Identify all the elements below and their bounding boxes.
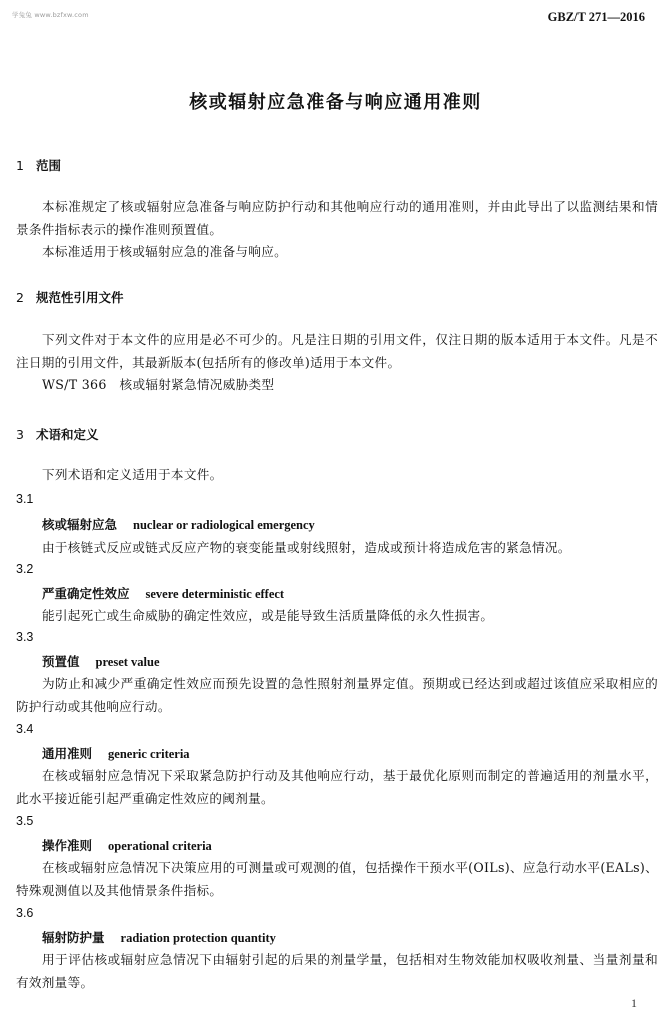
document-title: 核或辐射应急准备与响应通用准则 [189,92,482,113]
scope-paragraph-1: 本标准规定了核或辐射应急准备与响应防护行动和其他响应行动的通用准则，并由此导出了以监测结果和情景条件指标表示的操作准则预置值。 [16,199,658,237]
scope-paragraph-2: 本标准适用于核或辐射应急的准备与响应。 [42,244,287,259]
term-definition: 为防止和减少严重确定性效应而预先设置的急性照射剂量界定值。预期或已经达到或超过该值应采取相应的防护行动或其他响应行动。 [16,676,658,714]
section-title: 范围 [36,158,62,173]
standard-code: GBZ/T 271—2016 [547,10,645,24]
term-chinese: 通用准则 [42,746,93,761]
term-definition: 用于评估核或辐射应急情况下由辐射引起的后果的剂量学量，包括相对生物效能加权吸收剂量、当量剂量和有效剂量等。 [16,952,658,990]
term-heading [42,836,212,854]
term-number: 3.1 [16,492,34,506]
section-number: 3 [16,427,24,442]
term-heading [42,652,160,670]
term-english: nuclear or radiological emergency [133,518,315,532]
term-number: 3.6 [16,906,34,920]
term-number: 3.3 [16,630,34,644]
term-english: severe deterministic effect [145,587,285,601]
term-heading [42,515,315,533]
term-english: operational criteria [108,839,212,853]
term-chinese: 严重确定性效应 [42,586,130,601]
term-heading [42,928,276,946]
section-title: 规范性引用文件 [36,290,124,305]
section-heading-references [16,288,124,306]
term-heading [42,584,284,602]
term-number: 3.5 [16,814,34,828]
term-number: 3.4 [16,722,34,736]
term-number: 3.2 [16,562,34,576]
section-title: 术语和定义 [36,427,99,442]
term-chinese: 预置值 [42,654,80,669]
referenced-document: WS/T 366 核或辐射紧急情况威胁类型 [42,377,275,392]
terms-intro: 下列术语和定义适用于本文件。 [42,467,223,482]
section-heading-terms [16,425,99,443]
term-chinese: 操作准则 [42,838,93,853]
term-chinese: 核或辐射应急 [42,517,118,532]
section-heading-scope [16,156,61,174]
term-heading [42,744,190,762]
section-number: 2 [16,290,24,305]
page-number: 1 [631,996,637,1010]
term-english: radiation protection quantity [120,931,276,945]
term-english: preset value [95,655,160,669]
term-english: generic criteria [108,747,190,761]
section-number: 1 [16,158,24,173]
term-definition: 在核或辐射应急情况下决策应用的可测量或可观测的值，包括操作干预水平(OILs)、应急行动水平(EALs)、特殊观测值以及其他情景条件指标。 [16,860,658,898]
term-definition: 由于核链式反应或链式反应产物的衰变能量或射线照射，造成或预计将造成危害的紧急情况。 [42,540,571,555]
term-chinese: 辐射防护量 [42,930,105,945]
term-definition: 能引起死亡或生命威胁的确定性效应，或是能导致生活质量降低的永久性损害。 [42,608,494,623]
watermark: 学兔兔 www.bzfxw.com [12,11,89,19]
term-definition: 在核或辐射应急情况下采取紧急防护行动及其他响应行动，基于最优化原则而制定的普遍适用的剂量水平，此水平接近能引起严重确定性效应的阈剂量。 [16,768,658,806]
references-paragraph-1: 下列文件对于本文件的应用是必不可少的。凡是注日期的引用文件，仅注日期的版本适用于本文件。凡是不注日期的引用文件，其最新版本(包括所有的修改单)适用于本文件。 [16,332,658,370]
